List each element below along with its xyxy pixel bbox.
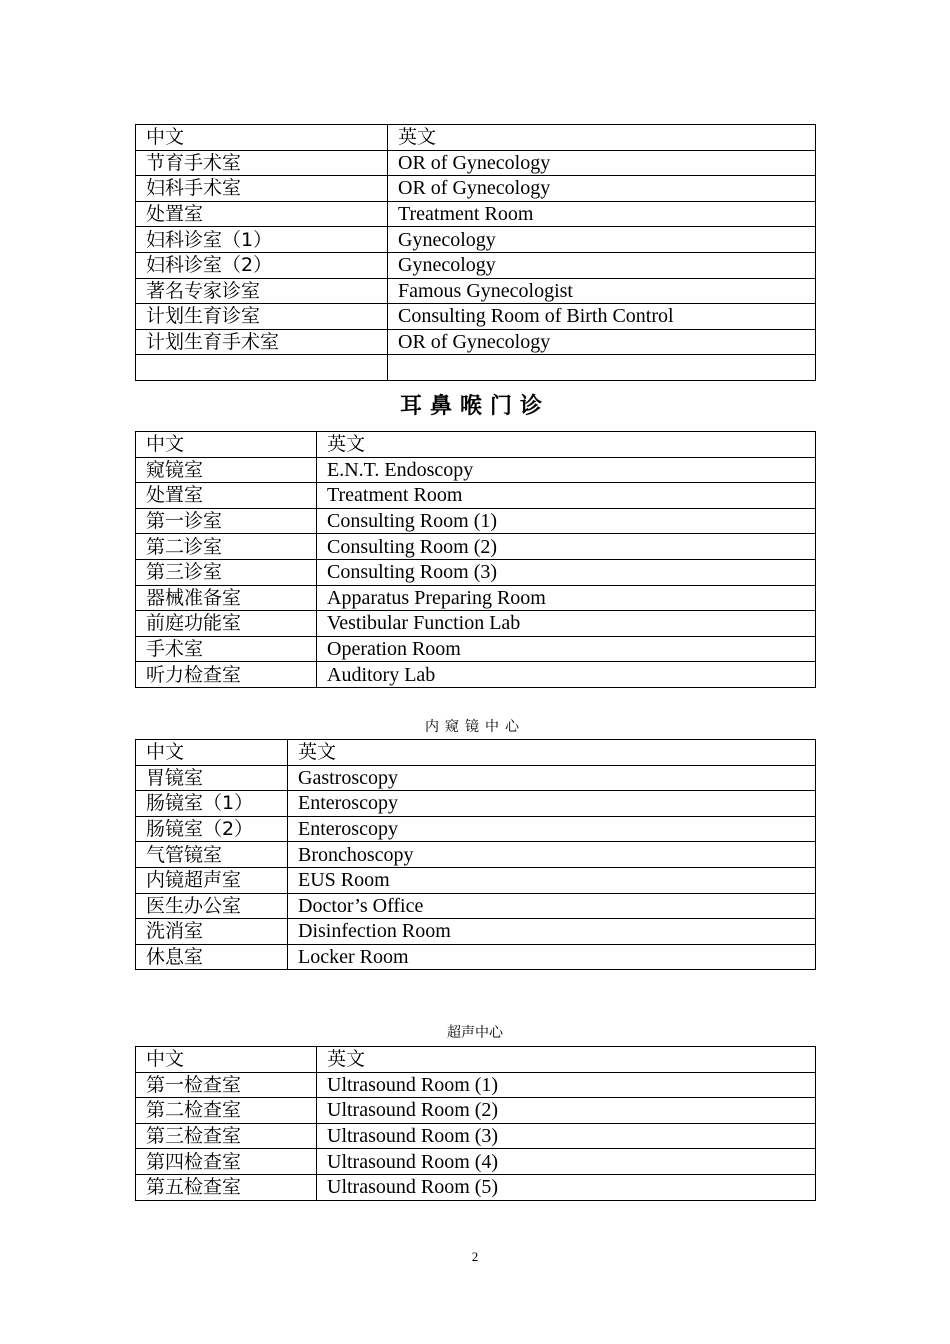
table-header-row	[136, 125, 816, 151]
table-row	[136, 534, 816, 560]
room-name-chinese: 肠镜室（1）	[136, 791, 288, 817]
room-name-english: Treatment Room	[388, 201, 816, 227]
table-row	[136, 1123, 816, 1149]
room-name-chinese: 第二检查室	[136, 1098, 317, 1124]
room-name-english: Ultrasound Room (3)	[317, 1123, 816, 1149]
room-name-chinese: 第一诊室	[136, 508, 317, 534]
room-name-english: Consulting Room of Birth Control	[388, 304, 816, 330]
table-row	[136, 483, 816, 509]
header-chinese: 中文	[136, 125, 388, 151]
table-row	[136, 227, 816, 253]
table-row	[136, 457, 816, 483]
room-name-english: Apparatus Preparing Room	[317, 585, 816, 611]
room-name-english: Treatment Room	[317, 483, 816, 509]
room-name-english: Operation Room	[317, 636, 816, 662]
table-row	[136, 816, 816, 842]
endoscopy-table	[135, 739, 816, 970]
table-row	[136, 893, 816, 919]
table-row	[136, 791, 816, 817]
header-english: 英文	[317, 1047, 816, 1073]
table-row	[136, 1098, 816, 1124]
room-name-chinese: 听力检查室	[136, 662, 317, 688]
table-row	[136, 585, 816, 611]
room-name-english: EUS Room	[288, 867, 816, 893]
room-name-chinese: 著名专家诊室	[136, 278, 388, 304]
room-name-english: Consulting Room (2)	[317, 534, 816, 560]
room-name-english: Ultrasound Room (2)	[317, 1098, 816, 1124]
room-name-chinese: 前庭功能室	[136, 611, 317, 637]
table-row	[136, 176, 816, 202]
header-english: 英文	[288, 740, 816, 766]
room-name-english: Famous Gynecologist	[388, 278, 816, 304]
table-row	[136, 842, 816, 868]
table-row	[136, 1149, 816, 1175]
room-name-chinese: 节育手术室	[136, 150, 388, 176]
table-header-row	[136, 740, 816, 766]
room-name-chinese: 第三诊室	[136, 559, 317, 585]
room-name-english: Ultrasound Room (1)	[317, 1072, 816, 1098]
room-name-chinese: 处置室	[136, 483, 317, 509]
room-name-chinese: 胃镜室	[136, 765, 288, 791]
ent-table	[135, 431, 816, 688]
table-row	[136, 944, 816, 970]
header-english: 英文	[317, 432, 816, 458]
room-name-chinese: 洗消室	[136, 919, 288, 945]
room-name-english: Consulting Room (3)	[317, 559, 816, 585]
room-name-english: Enteroscopy	[288, 791, 816, 817]
room-name-chinese: 计划生育手术室	[136, 329, 388, 355]
room-name-english: Ultrasound Room (4)	[317, 1149, 816, 1175]
room-name-chinese: 计划生育诊室	[136, 304, 388, 330]
table-row	[136, 867, 816, 893]
room-name-chinese: 第一检查室	[136, 1072, 317, 1098]
table-row	[136, 559, 816, 585]
page-number: 2	[471, 1249, 479, 1264]
table-row	[136, 919, 816, 945]
table-row	[136, 636, 816, 662]
room-name-english: Ultrasound Room (5)	[317, 1174, 816, 1200]
room-name-english: Auditory Lab	[317, 662, 816, 688]
room-name-english: E.N.T. Endoscopy	[317, 457, 816, 483]
room-name-english: Gynecology	[388, 227, 816, 253]
table-row	[136, 252, 816, 278]
room-name-english	[388, 355, 816, 381]
room-name-english: Locker Room	[288, 944, 816, 970]
room-name-english: Bronchoscopy	[288, 842, 816, 868]
room-name-chinese: 气管镜室	[136, 842, 288, 868]
table-row	[136, 329, 816, 355]
room-name-chinese: 第五检查室	[136, 1174, 317, 1200]
header-english: 英文	[388, 125, 816, 151]
table-row	[136, 508, 816, 534]
room-name-english: Enteroscopy	[288, 816, 816, 842]
section-heading-ent: 耳鼻喉门诊	[399, 394, 550, 419]
table-row-empty	[136, 355, 816, 381]
table-row	[136, 150, 816, 176]
header-chinese: 中文	[136, 740, 288, 766]
table-header-row	[136, 432, 816, 458]
room-name-chinese: 窥镜室	[136, 457, 317, 483]
room-name-english: Gastroscopy	[288, 765, 816, 791]
room-name-english: OR of Gynecology	[388, 329, 816, 355]
room-name-english: Disinfection Room	[288, 919, 816, 945]
room-name-chinese: 处置室	[136, 201, 388, 227]
header-chinese: 中文	[136, 1047, 317, 1073]
room-name-english: Consulting Room (1)	[317, 508, 816, 534]
room-name-chinese	[136, 355, 388, 381]
gynecology-table	[135, 124, 816, 381]
room-name-chinese: 休息室	[136, 944, 288, 970]
room-name-chinese: 第三检查室	[136, 1123, 317, 1149]
table-row	[136, 765, 816, 791]
room-name-english: Gynecology	[388, 252, 816, 278]
table-row	[136, 1174, 816, 1200]
room-name-chinese: 肠镜室（2）	[136, 816, 288, 842]
ultrasound-table	[135, 1046, 816, 1201]
room-name-chinese: 手术室	[136, 636, 317, 662]
table-row	[136, 662, 816, 688]
table-row	[136, 611, 816, 637]
room-name-chinese: 妇科诊室（1）	[136, 227, 388, 253]
room-name-chinese: 内镜超声室	[136, 867, 288, 893]
room-name-english: Vestibular Function Lab	[317, 611, 816, 637]
section-heading-endoscopy: 内窥镜中心	[425, 719, 525, 735]
table-row	[136, 1072, 816, 1098]
section-heading-ultrasound: 超声中心	[447, 1025, 503, 1041]
table-row	[136, 201, 816, 227]
room-name-english: Doctor’s Office	[288, 893, 816, 919]
room-name-chinese: 第二诊室	[136, 534, 317, 560]
table-row	[136, 278, 816, 304]
room-name-english: OR of Gynecology	[388, 176, 816, 202]
header-chinese: 中文	[136, 432, 317, 458]
table-header-row	[136, 1047, 816, 1073]
room-name-chinese: 器械准备室	[136, 585, 317, 611]
room-name-chinese: 妇科诊室（2）	[136, 252, 388, 278]
room-name-chinese: 第四检查室	[136, 1149, 317, 1175]
room-name-chinese: 妇科手术室	[136, 176, 388, 202]
room-name-english: OR of Gynecology	[388, 150, 816, 176]
table-row	[136, 304, 816, 330]
room-name-chinese: 医生办公室	[136, 893, 288, 919]
